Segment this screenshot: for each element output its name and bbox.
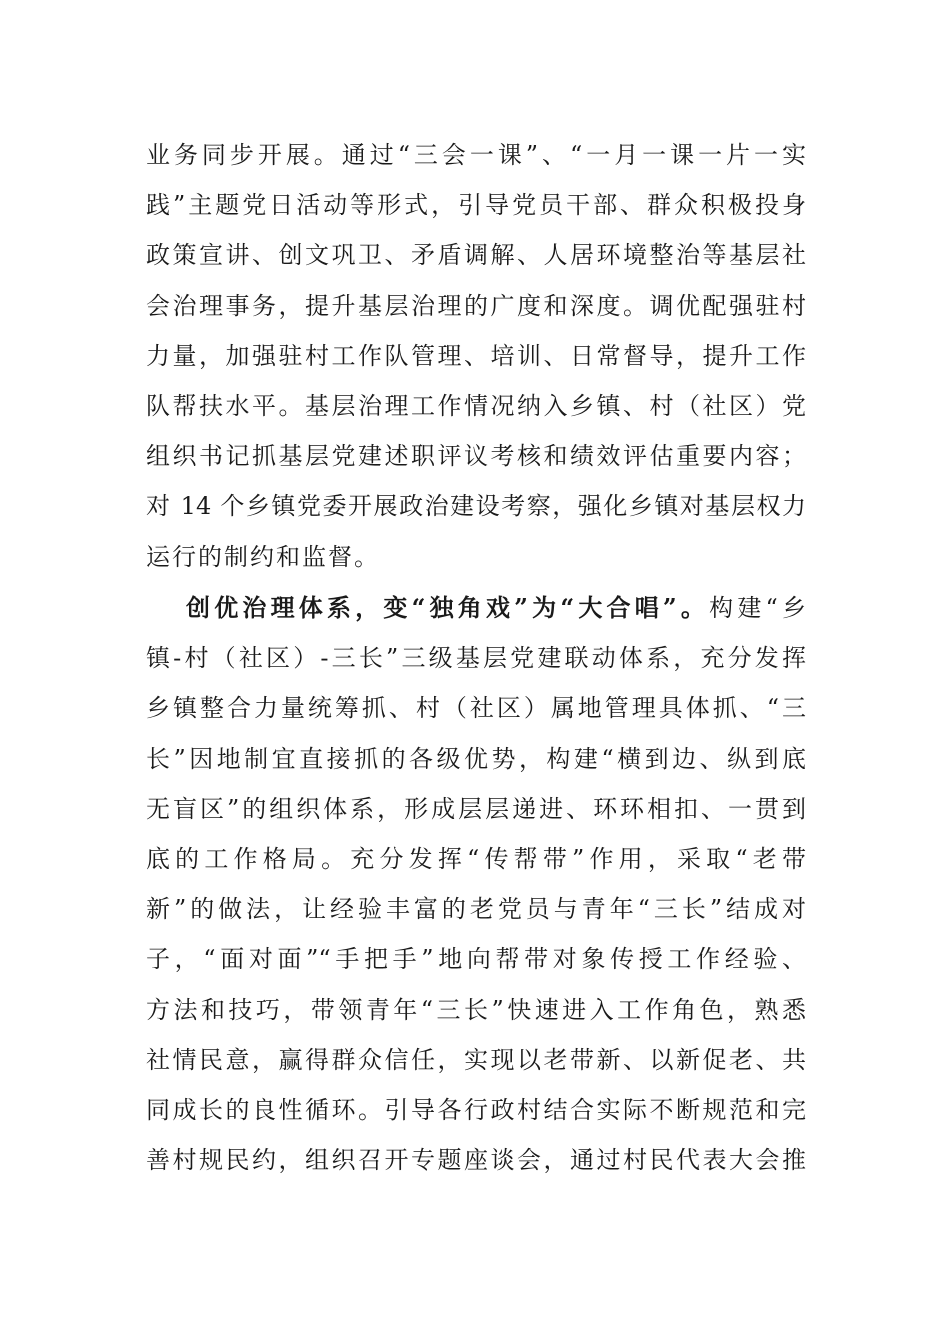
text-line: 乡镇整合力量统筹抓、村（社区）属地管理具体抓、“三 — [146, 694, 806, 723]
text-line: 会治理事务，提升基层治理的广度和深度。调优配强驻村 — [146, 291, 806, 320]
text-line: 无盲区”的组织体系，形成层层递进、环环相扣、一贯到 — [146, 794, 806, 823]
text-line: 力量，加强驻村工作队管理、培训、日常督导，提升工作 — [146, 341, 806, 370]
text-line: 方法和技巧，带领青年“三长”快速进入工作角色，熟悉 — [146, 995, 806, 1024]
text-line: 践”主题党日活动等形式，引导党员干部、群众积极投身 — [146, 191, 806, 220]
text-line: 组织书记抓基层党建述职评议考核和绩效评估重要内容； — [146, 442, 806, 471]
text-line: 社情民意，赢得群众信任，实现以老带新、以新促老、共 — [146, 1045, 806, 1074]
text-line: 镇-村（社区）-三长”三级基层党建联动体系，充分发挥 — [146, 644, 806, 673]
text-line: 底的工作格局。充分发挥“传帮带”作用，采取“老带 — [146, 844, 806, 873]
section-heading: 创优治理体系，变“独角戏”为“大合唱”。 — [186, 593, 710, 622]
text-line: 运行的制约和监督。 — [146, 542, 380, 571]
paragraph-governance-system — [146, 583, 806, 1185]
text-line: 政策宣讲、创文巩卫、矛盾调解、人居环境整治等基层社 — [146, 241, 806, 270]
text-line — [146, 583, 806, 633]
text-line: 同成长的良性循环。引导各行政村结合实际不断规范和完 — [146, 1095, 806, 1124]
text-line: 长”因地制宜直接抓的各级优势，构建“横到边、纵到底 — [146, 744, 806, 773]
heading-line-rest: 构建“乡 — [709, 594, 806, 622]
text-line: 子，“面对面”“手把手”地向帮带对象传授工作经验、 — [146, 945, 806, 974]
text-line: 善村规民约，组织召开专题座谈会，通过村民代表大会推 — [146, 1146, 806, 1175]
text-line: 队帮扶水平。基层治理工作情况纳入乡镇、村（社区）党 — [146, 391, 806, 420]
text-line: 新”的做法，让经验丰富的老党员与青年“三长”结成对 — [146, 895, 806, 924]
text-line: 业务同步开展。通过“三会一课”、“一月一课一片一实 — [146, 141, 806, 169]
text-line: 对 14 个乡镇党委开展政治建设考察，强化乡镇对基层权力 — [146, 492, 806, 521]
paragraph-governance-activities — [146, 130, 806, 582]
